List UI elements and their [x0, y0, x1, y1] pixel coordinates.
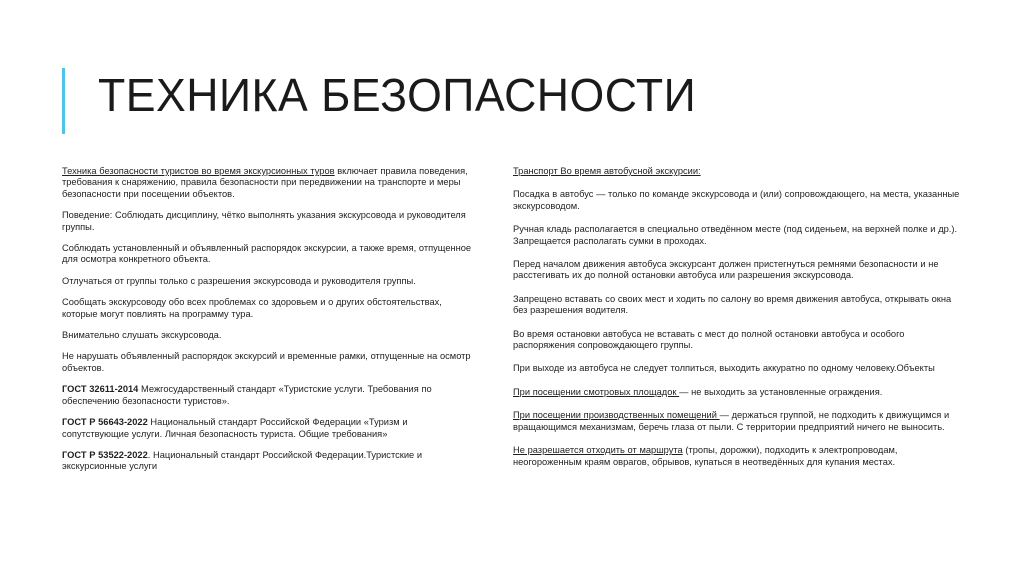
viewpoints-underlined: При посещении смотровых площадок [513, 386, 680, 397]
paragraph-boarding: Посадка в автобус — только по команде экскурсовода и (или) сопровождающего, на места, указанные экскурсоводом. [513, 189, 960, 211]
paragraph-off-route [513, 445, 963, 468]
viewpoints-rest: — не выходить за установленные ограждения. [679, 386, 883, 397]
paragraph-no-standing: Запрещено вставать со своих мест и ходить по салону во время движения автобуса, открывать окна без разрешения водителя. [513, 293, 952, 316]
gost-32611-code: ГОСТ 32611-2014 [62, 384, 139, 395]
paragraph-intro [62, 166, 474, 200]
left-column [62, 166, 474, 473]
paragraph-gost-56643 [62, 417, 474, 440]
right-column [513, 166, 963, 468]
paragraph-during-stop: Во время остановки автобуса не вставать с мест до полной остановки автобуса и особого распоряжения сопровождающего группы. [513, 328, 905, 351]
paragraph-listen: Внимательно слушать экскурсовода. [62, 330, 222, 341]
paragraph-no-violation: Не нарушать объявленный распорядок экскурсий и временные рамки, отпущенные на осмотр объектов. [62, 351, 471, 373]
gost-32611-text: Межгосударственный стандарт «Туристские услуги. Требования по обеспечению безопасности туристов». [62, 384, 432, 406]
gost-53522-text: . Национальный стандарт Российской Федерации.Туристские и экскурсионные услуги [62, 449, 423, 472]
paragraph-industrial [513, 410, 963, 433]
paragraph-viewpoints [513, 387, 963, 398]
industrial-rest: — держаться группой, не подходить к движущимся и вращающимся механизмам, беречь глаза от пыли. С территории предприятий ничего не выносить. [513, 410, 950, 432]
paragraph-schedule: Соблюдать установленный и объявленный распорядок экскурсии, а также время, отпущенное для осмотра конкретного объекта. [62, 243, 472, 265]
paragraph-gost-53522 [62, 450, 474, 473]
title-block [62, 64, 964, 136]
paragraph-report-health: Сообщать экскурсоводу обо всех проблемах со здоровьем и о других обстоятельствах, которые могут повлиять на программу тура. [62, 297, 442, 319]
paragraph-gost-32611 [62, 384, 474, 407]
paragraph-hand-luggage: Ручная кладь располагается в специально отведённом месте (под сиденьем, на верхней полке и др.). Запрещается располагать сумки в проходах. [513, 224, 958, 246]
paragraph-exiting: При выходе из автобуса не следует толпиться, выходить аккуратно по одному человеку.Объекты [513, 363, 935, 374]
gost-56643-text: Национальный стандарт Российской Федерации «Туризм и сопутствующие услуги. Личная безопасность туриста. Общие требования» [62, 417, 408, 439]
off-route-underlined: Не разрешается отходить от маршрута [513, 445, 683, 456]
paragraph-leaving-group: Отлучаться от группы только с разрешения экскурсовода и руководителя группы. [62, 275, 416, 286]
intro-underlined-lead: Техника безопасности туристов во время экскурсионных туров [62, 166, 335, 176]
paragraph-seatbelts: Перед началом движения автобуса экскурсант должен пристегнуться ремнями безопасности и не расстегивать их до полной остановки автобуса или разрешения экскурсовода. [513, 259, 939, 281]
title-accent-bar [62, 68, 65, 134]
gost-56643-code: ГОСТ Р 56643-2022 [62, 417, 148, 428]
off-route-rest: (тропы, дорожки), подходить к электропроводам, неогороженным краям оврагов, обрывов, купаться в неотведённых для купания местах. [513, 445, 898, 467]
paragraph-transport-heading [513, 166, 963, 177]
intro-rest: включает правила поведения, требования к снаряжению, правила безопасности при передвижении на транспорте и меры безопасности при посещении объектов. [62, 166, 468, 199]
transport-heading-underlined: Транспорт Во время автобусной экскурсии: [513, 166, 701, 176]
gost-53522-code: ГОСТ Р 53522-2022 [62, 449, 148, 460]
page-title: ТЕХНИКА БЕЗОПАСНОСТИ [98, 69, 697, 121]
paragraph-behaviour: Поведение: Соблюдать дисциплину, чётко выполнять указания экскурсовода и руководителя группы. [62, 210, 466, 232]
industrial-underlined: При посещении производственных помещений [513, 410, 720, 421]
